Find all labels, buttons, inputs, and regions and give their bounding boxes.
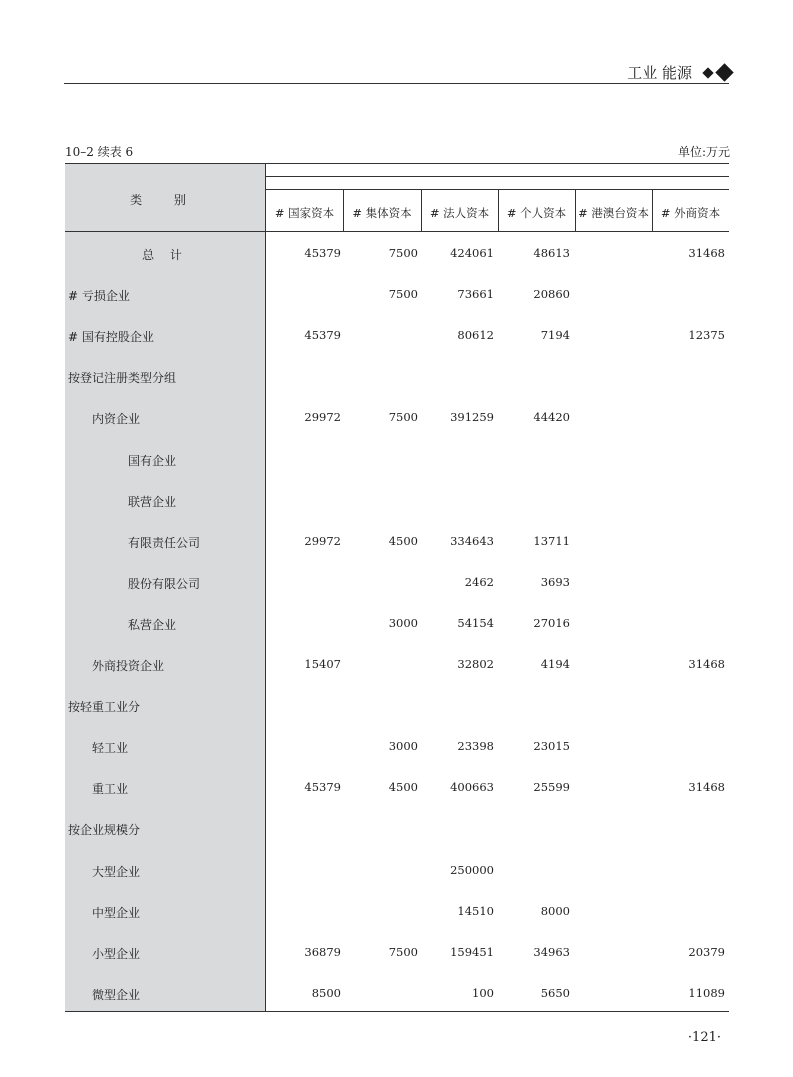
row-label: 小型企业 [92, 947, 141, 961]
row-label: # 亏损企业 [68, 289, 130, 303]
table-cell: 45379 [304, 328, 341, 342]
row-label: 外商投资企业 [92, 659, 165, 673]
table-cell: 54154 [457, 616, 494, 630]
table-cell: 15407 [304, 657, 341, 671]
table-cell: 7500 [388, 246, 418, 260]
row-label: 重工业 [92, 782, 129, 796]
table-cell: 100 [472, 986, 494, 1000]
table-cell: 20860 [533, 287, 570, 301]
table-cell: 2462 [464, 575, 494, 589]
row-label: 大型企业 [92, 865, 141, 879]
table-cell: 3000 [388, 616, 418, 630]
table-cell: 31468 [688, 246, 725, 260]
table-top-rule [65, 163, 729, 164]
table-cell: 80612 [457, 328, 494, 342]
table-cell: 250000 [450, 863, 494, 877]
table-cell: 11089 [688, 986, 725, 1000]
table-cell: 34963 [533, 945, 570, 959]
diamond-icon [704, 66, 731, 79]
row-label: 内资企业 [92, 412, 141, 426]
table-cell: 31468 [688, 780, 725, 794]
column-header: # 国家资本 [274, 206, 335, 220]
table-cell: 29972 [304, 410, 341, 424]
table-cell: 391259 [450, 410, 494, 424]
table-cell: 4500 [388, 780, 418, 794]
header-rule-1 [266, 176, 729, 177]
row-label: 联营企业 [128, 495, 177, 509]
row-label: 微型企业 [92, 988, 141, 1002]
table-cell: 45379 [304, 780, 341, 794]
table-cell: 23398 [457, 739, 494, 753]
table-cell: 12375 [688, 328, 725, 342]
table-cell: 400663 [450, 780, 494, 794]
table-cell: 44420 [533, 410, 570, 424]
table-cell: 4500 [388, 534, 418, 548]
table-cell: 7500 [388, 410, 418, 424]
row-label: 按登记注册类型分组 [68, 371, 177, 385]
row-label: 按企业规模分 [68, 823, 141, 837]
table-cell: 4194 [540, 657, 570, 671]
page-number: ·121· [687, 1030, 721, 1045]
table-cell: 424061 [450, 246, 494, 260]
header-separator [65, 231, 729, 232]
category-header: 类 别 [130, 193, 200, 207]
table-cell: 7500 [388, 945, 418, 959]
table-unit: 单位:万元 [677, 145, 730, 159]
table-cell: 29972 [304, 534, 341, 548]
row-label: 国有企业 [128, 454, 177, 468]
column-header: # 外商资本 [660, 206, 721, 220]
row-label: 有限责任公司 [128, 536, 201, 550]
running-header [627, 62, 731, 83]
table-cell: 23015 [533, 739, 570, 753]
row-label: # 国有控股企业 [68, 330, 154, 344]
table-cell: 36879 [304, 945, 341, 959]
table-cell: 32802 [457, 657, 494, 671]
table-cell: 8500 [311, 986, 341, 1000]
table-caption: 10–2 续表 6 [65, 145, 134, 159]
table-cell: 13711 [533, 534, 570, 548]
header-rule [64, 83, 729, 84]
table-cell: 48613 [533, 246, 570, 260]
table-cell: 25599 [533, 780, 570, 794]
row-label: 轻工业 [92, 741, 129, 755]
table-cell: 159451 [450, 945, 494, 959]
table-cell: 7194 [540, 328, 570, 342]
table-cell: 5650 [540, 986, 570, 1000]
table-cell: 334643 [450, 534, 494, 548]
row-label: 私营企业 [128, 618, 177, 632]
column-header: # 法人资本 [429, 206, 490, 220]
section-title: 工业 能源 [627, 64, 692, 82]
table-cell: 45379 [304, 246, 341, 260]
row-label: 总 计 [142, 248, 188, 262]
table-cell: 3693 [540, 575, 570, 589]
table-cell: 14510 [457, 904, 494, 918]
row-label: 中型企业 [92, 906, 141, 920]
table-cell: 3000 [388, 739, 418, 753]
column-header: # 集体资本 [352, 206, 412, 220]
column-header: # 个人资本 [506, 206, 567, 220]
table-cell: 7500 [388, 287, 418, 301]
table-cell: 27016 [533, 616, 570, 630]
table-cell: 73661 [457, 287, 494, 301]
table-bottom-rule [65, 1011, 729, 1012]
row-label: 按轻重工业分 [68, 700, 141, 714]
table-cell: 8000 [540, 904, 570, 918]
table-cell: 31468 [688, 657, 725, 671]
row-label: 股份有限公司 [128, 577, 201, 591]
table-cell: 20379 [688, 945, 725, 959]
column-header: # 港澳台资本 [578, 206, 649, 220]
